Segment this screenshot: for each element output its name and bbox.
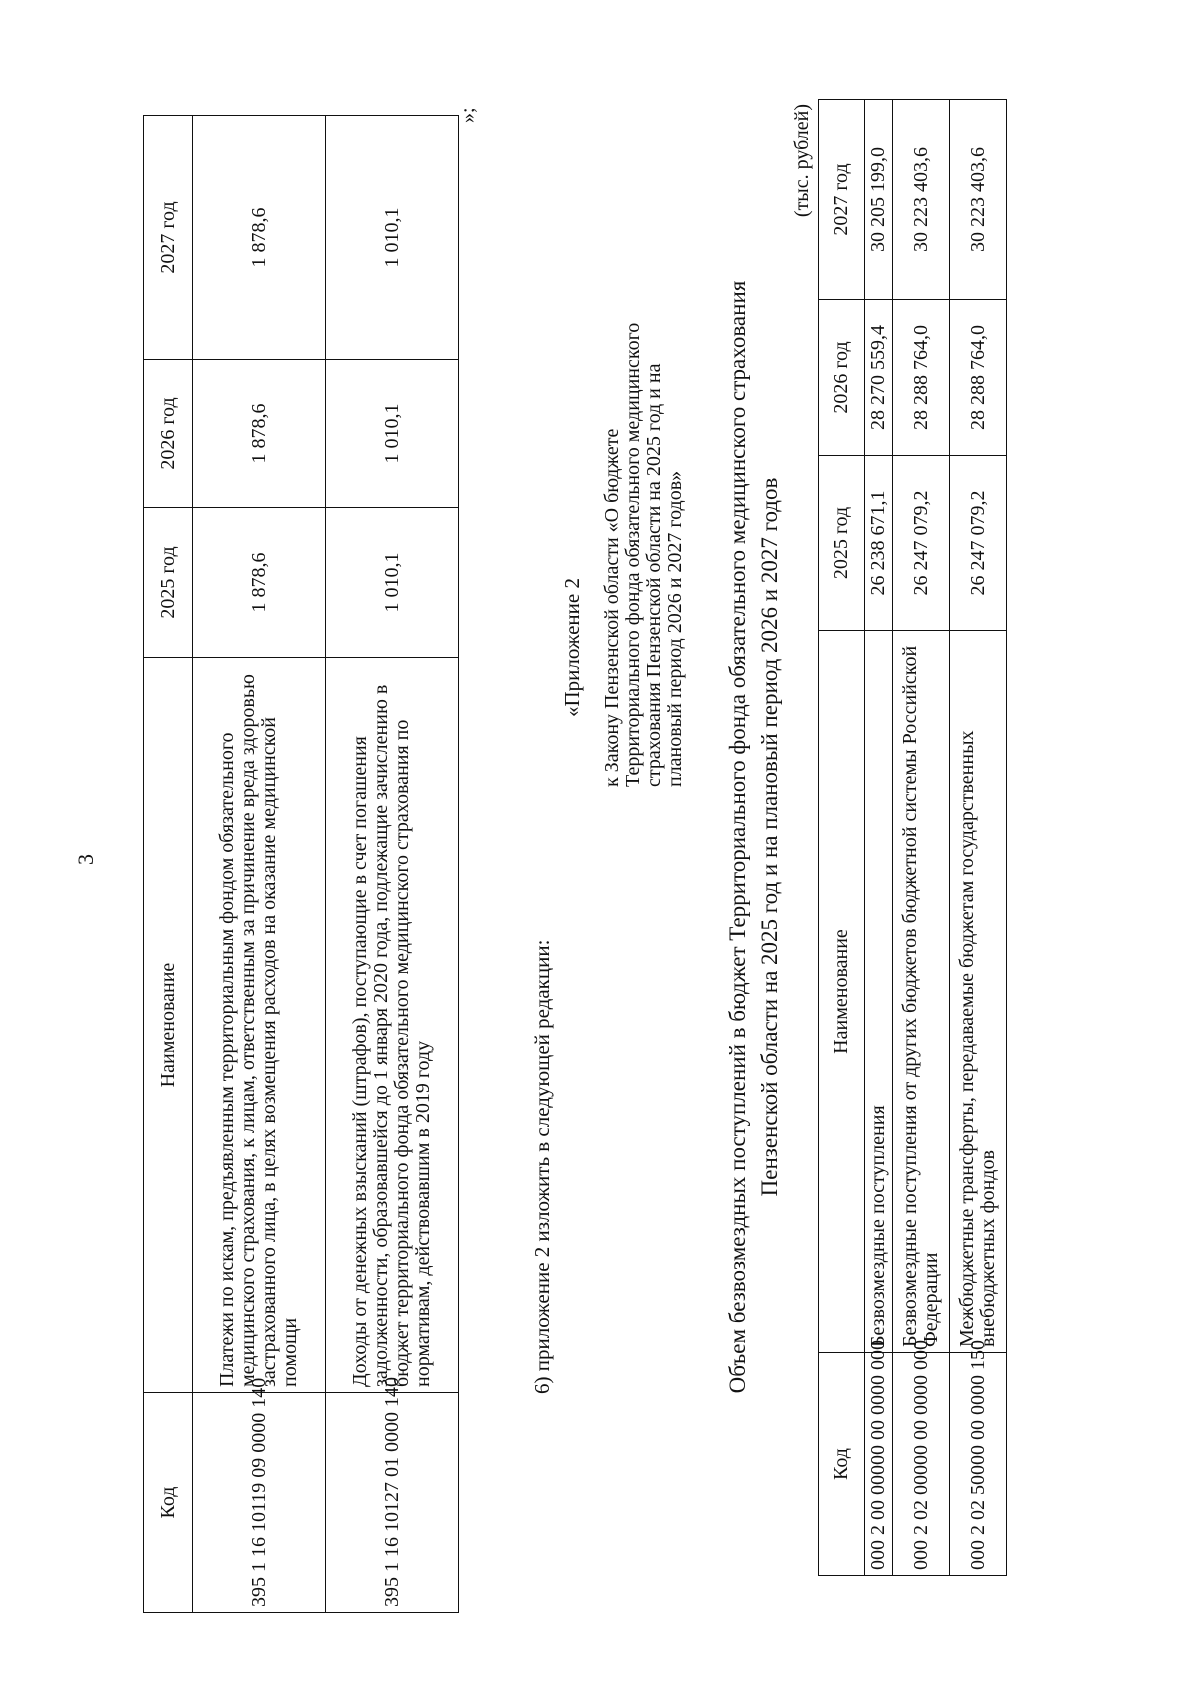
row-code: 000 2 02 00000 00 0000 000 bbox=[893, 1353, 950, 1576]
appendix-line-3: страхования Пензенской области на 2025 год и на bbox=[643, 363, 665, 787]
bottom-header-2026: 2026 год bbox=[819, 300, 865, 456]
table-row bbox=[865, 100, 893, 1576]
page-number: 3 bbox=[73, 854, 98, 865]
row-name: Доходы от денежных взысканий (штрафов), поступающие в счет погашения задолженности, образовавшейся до 1 января 2020 года, подлежащие зачислению в бюджет территориального фонда обязательного медицинского страхования по нормативам, действовавшим в 2019 году bbox=[326, 658, 459, 1393]
row-value-2027: 30 223 403,6 bbox=[950, 100, 1007, 300]
top-header-code: Код bbox=[144, 1393, 193, 1613]
top-table-header bbox=[144, 116, 193, 1613]
top-header-2027: 2027 год bbox=[144, 116, 193, 360]
top-header-name: Наименование bbox=[144, 658, 193, 1393]
row-value-2025: 26 238 671,1 bbox=[865, 456, 893, 631]
table-row bbox=[950, 100, 1007, 1576]
appendix-caption bbox=[602, 323, 686, 787]
row-value-2026: 28 288 764,0 bbox=[893, 300, 950, 456]
row-value-2025: 26 247 079,2 bbox=[893, 456, 950, 631]
table-row bbox=[193, 116, 326, 1613]
row-value-2027: 1 010,1 bbox=[326, 116, 459, 360]
appendix-title: «Приложение 2 bbox=[560, 578, 584, 717]
row-value-2027: 1 878,6 bbox=[193, 116, 326, 360]
table-row bbox=[326, 116, 459, 1613]
row-code: 000 2 02 50000 00 0000 150 bbox=[950, 1353, 1007, 1576]
bottom-header-name: Наименование bbox=[819, 631, 865, 1353]
row-value-2025: 1 878,6 bbox=[193, 508, 326, 658]
table-closing-mark: »; bbox=[457, 107, 479, 123]
row-value-2026: 28 288 764,0 bbox=[950, 300, 1007, 456]
units-label: (тыс. рублей) bbox=[791, 104, 813, 218]
row-value-2026: 1 878,6 bbox=[193, 360, 326, 508]
row-value-2027: 30 205 199,0 bbox=[865, 100, 893, 300]
row-value-2026: 1 010,1 bbox=[326, 360, 459, 508]
row-value-2025: 1 010,1 bbox=[326, 508, 459, 658]
row-value-2026: 28 270 559,4 bbox=[865, 300, 893, 456]
row-value-2025: 26 247 079,2 bbox=[950, 456, 1007, 631]
row-name: Платежи по искам, предъявленным территориальным фондом обязательного медицинского страхования, к лицам, ответственным за причинение вреда здоровью застрахованного лица, в целях возмещения расходов на оказание медицинской помощи bbox=[193, 658, 326, 1393]
bottom-header-2027: 2027 год bbox=[819, 100, 865, 300]
bottom-header-code: Код bbox=[819, 1353, 865, 1576]
table-row bbox=[893, 100, 950, 1576]
bottom-table-header bbox=[819, 100, 865, 1576]
top-table bbox=[143, 115, 459, 1613]
item-6-text: 6) приложение 2 изложить в следующей редакции: bbox=[530, 939, 554, 1394]
top-header-2026: 2026 год bbox=[144, 360, 193, 508]
row-name: Безвозмездные поступления от других бюджетов бюджетной системы Российской Федерации bbox=[893, 631, 950, 1353]
appendix-line-1: к Закону Пензенской области «О бюджете bbox=[601, 428, 623, 787]
top-header-2025: 2025 год bbox=[144, 508, 193, 658]
row-name: Межбюджетные трансферты, передаваемые бюджетам государственных внебюджетных фондов bbox=[950, 631, 1007, 1353]
table-title-line-2: Пензенской области на 2025 год и на плановый период 2026 и 2027 годов bbox=[757, 477, 782, 1197]
row-value-2027: 30 223 403,6 bbox=[893, 100, 950, 300]
row-code: 395 1 16 10127 01 0000 140 bbox=[326, 1393, 459, 1613]
bottom-table bbox=[818, 99, 1007, 1576]
bottom-header-2025: 2025 год bbox=[819, 456, 865, 631]
appendix-line-2: Территориального фонда обязательного медицинского bbox=[622, 322, 644, 787]
row-name: Безвозмездные поступления bbox=[865, 631, 893, 1353]
row-code: 000 2 00 00000 00 0000 000 bbox=[865, 1353, 893, 1576]
appendix-line-4: плановый период 2026 и 2027 годов» bbox=[664, 470, 686, 787]
table-title-line-1: Объем безвозмездных поступлений в бюджет Территориального фонда обязательного медицинского страхования bbox=[725, 280, 750, 1394]
row-code: 395 1 16 10119 09 0000 140 bbox=[193, 1393, 326, 1613]
table-title bbox=[722, 77, 786, 1597]
